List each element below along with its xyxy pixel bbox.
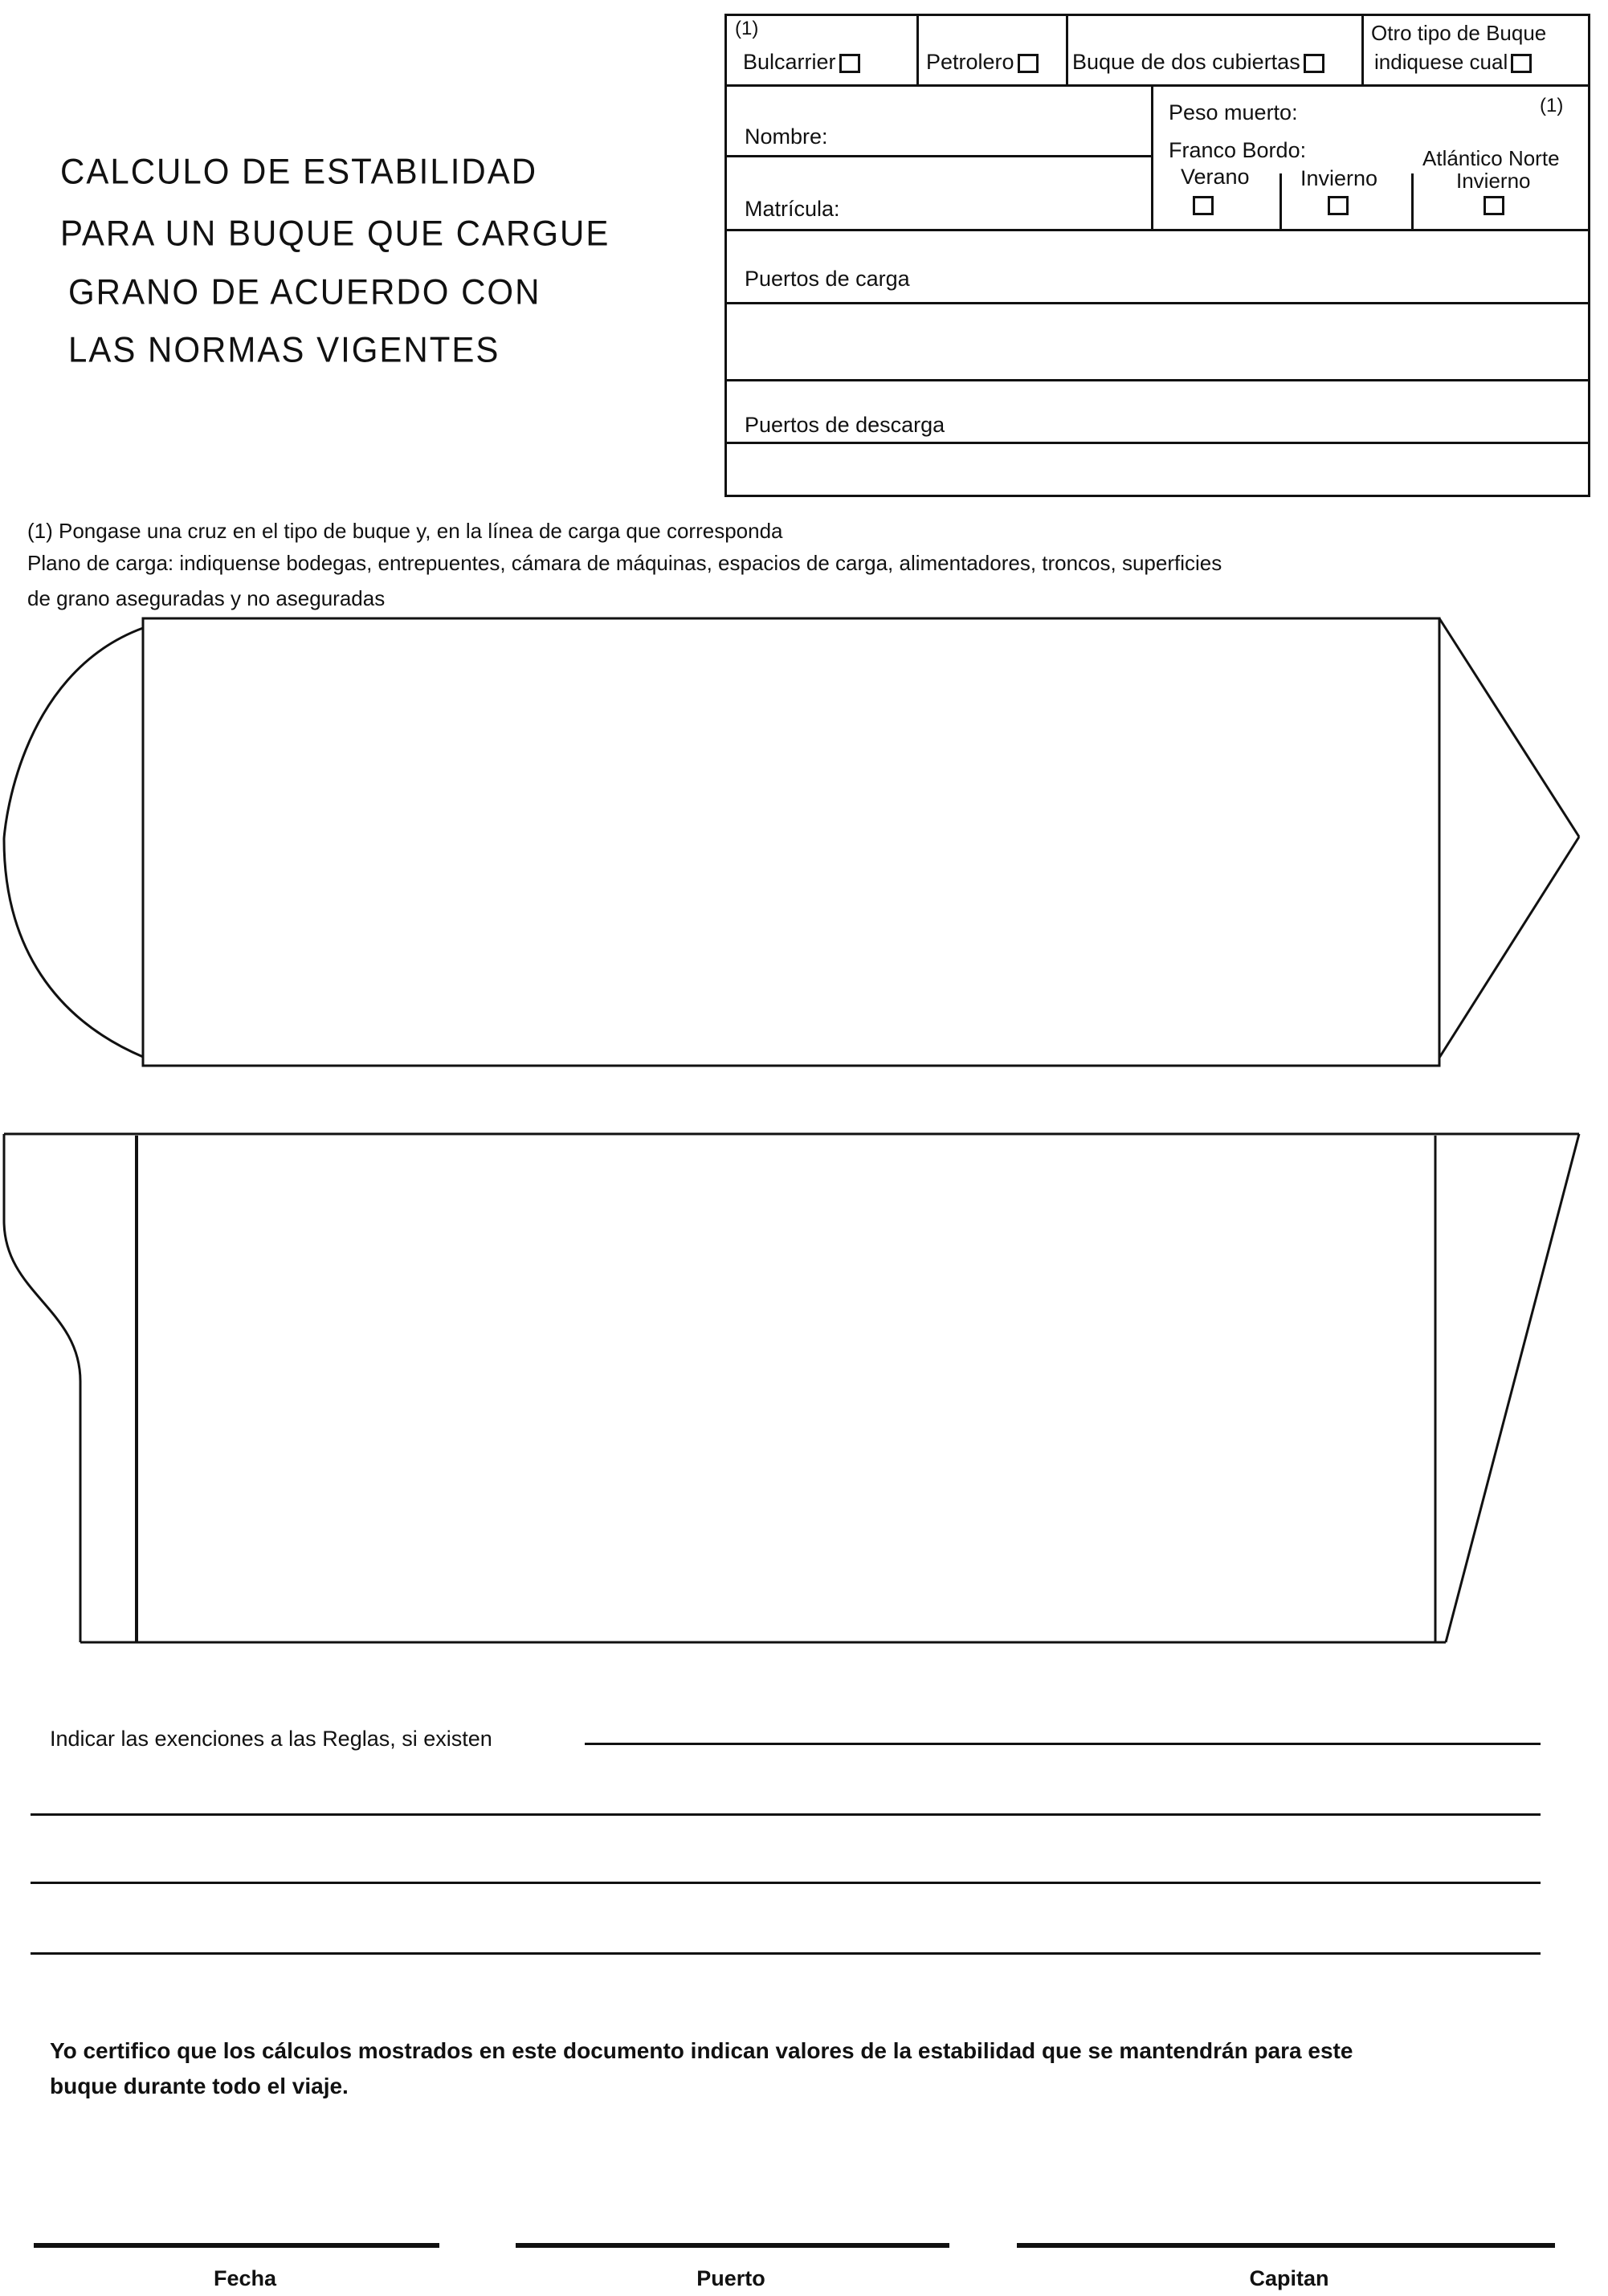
discharge-ports-label: Puertos de descarga (745, 413, 945, 437)
tanker-label: Petrolero (926, 50, 1014, 74)
bulkcarrier-checkbox[interactable] (839, 54, 860, 73)
captain-signature-line[interactable] (1017, 2243, 1555, 2248)
loading-plan-note-2: de grano aseguradas y no aseguradas (27, 586, 386, 610)
other-type-label-2: indiquese cual (1374, 50, 1508, 74)
loading-ports-label: Puertos de carga (745, 267, 910, 291)
form-divider (727, 229, 1588, 231)
form-divider (727, 302, 1588, 304)
form-divider (727, 442, 1588, 444)
form-divider (1411, 173, 1414, 229)
plan-stern-outline (4, 628, 143, 1057)
two-decks-option[interactable] (1072, 50, 1324, 75)
ship-type-note-marker: (1) (735, 18, 759, 39)
captain-label: Capitan (1249, 2266, 1329, 2290)
tanker-checkbox[interactable] (1018, 54, 1039, 73)
form-divider (1151, 84, 1153, 229)
port-signature-line[interactable] (516, 2243, 949, 2248)
ship-info-form (724, 14, 1590, 497)
plan-hull-body (143, 618, 1439, 1066)
winter-checkbox[interactable] (1328, 196, 1349, 215)
two-decks-label: Buque de dos cubiertas (1072, 50, 1300, 74)
date-label: Fecha (213, 2266, 277, 2290)
form-divider (727, 379, 1588, 381)
bulkcarrier-label: Bulcarrier (743, 50, 836, 74)
title-line-2: PARA UN BUQUE QUE CARGUE (60, 213, 610, 254)
exemptions-line-2[interactable] (31, 1813, 1541, 1816)
plan-bow-lower (1439, 837, 1579, 1058)
ship-plan-view[interactable] (0, 610, 1608, 1068)
form-divider (727, 155, 1151, 157)
summer-label: Verano (1181, 165, 1250, 189)
other-type-option[interactable] (1374, 50, 1532, 75)
title-line-1: CALCULO DE ESTABILIDAD (60, 151, 538, 192)
bulkcarrier-option[interactable] (743, 50, 860, 75)
ship-profile-view[interactable] (0, 1124, 1608, 1654)
date-signature-line[interactable] (34, 2243, 439, 2248)
form-divider (1279, 173, 1282, 229)
north-atlantic-label-2: Invierno (1456, 169, 1531, 193)
port-label: Puerto (696, 2266, 765, 2290)
other-type-checkbox[interactable] (1511, 54, 1532, 73)
cross-note: (1) Pongase una cruz en el tipo de buque y, en la línea de carga que corresponda (27, 519, 783, 543)
exemptions-line-3[interactable] (31, 1882, 1541, 1884)
form-divider (727, 84, 1588, 87)
title-line-3: GRANO DE ACUERDO CON (68, 271, 541, 312)
north-atlantic-label-1: Atlántico Norte (1422, 146, 1560, 170)
exemptions-line-1[interactable] (585, 1743, 1541, 1745)
two-decks-checkbox[interactable] (1304, 54, 1324, 73)
north-atlantic-winter-checkbox[interactable] (1484, 196, 1504, 215)
name-label: Nombre: (745, 124, 828, 149)
title-line-4: LAS NORMAS VIGENTES (68, 329, 500, 370)
loading-plan-note-1: Plano de carga: indiquense bodegas, entrepuentes, cámara de máquinas, espacios de carga, alimentadores, troncos, superficies (27, 551, 1222, 575)
tanker-option[interactable] (926, 50, 1039, 75)
plan-bow-upper (1439, 618, 1579, 837)
other-type-label-1: Otro tipo de Buque (1371, 21, 1547, 45)
profile-stern-outline (4, 1134, 80, 1642)
summer-checkbox[interactable] (1193, 196, 1214, 215)
deadweight-label: Peso muerto: (1169, 100, 1298, 124)
form-divider (1066, 16, 1068, 84)
certification-line-1: Yo certifico que los cálculos mostrados en este documento indican valores de la estabilidad que se mantendrán para este (50, 2038, 1353, 2063)
certification-line-2: buque durante todo el viaje. (50, 2074, 349, 2098)
winter-label: Invierno (1300, 166, 1378, 190)
form-divider (1361, 16, 1364, 84)
registration-label: Matrícula: (745, 197, 840, 221)
form-divider (916, 16, 919, 84)
freeboard-label: Franco Bordo: (1169, 138, 1307, 162)
exemptions-line-4[interactable] (31, 1952, 1541, 1955)
exemptions-label: Indicar las exenciones a las Reglas, si existen (50, 1727, 492, 1751)
deadweight-note: (1) (1540, 95, 1564, 116)
profile-bow-stem (1446, 1134, 1579, 1642)
